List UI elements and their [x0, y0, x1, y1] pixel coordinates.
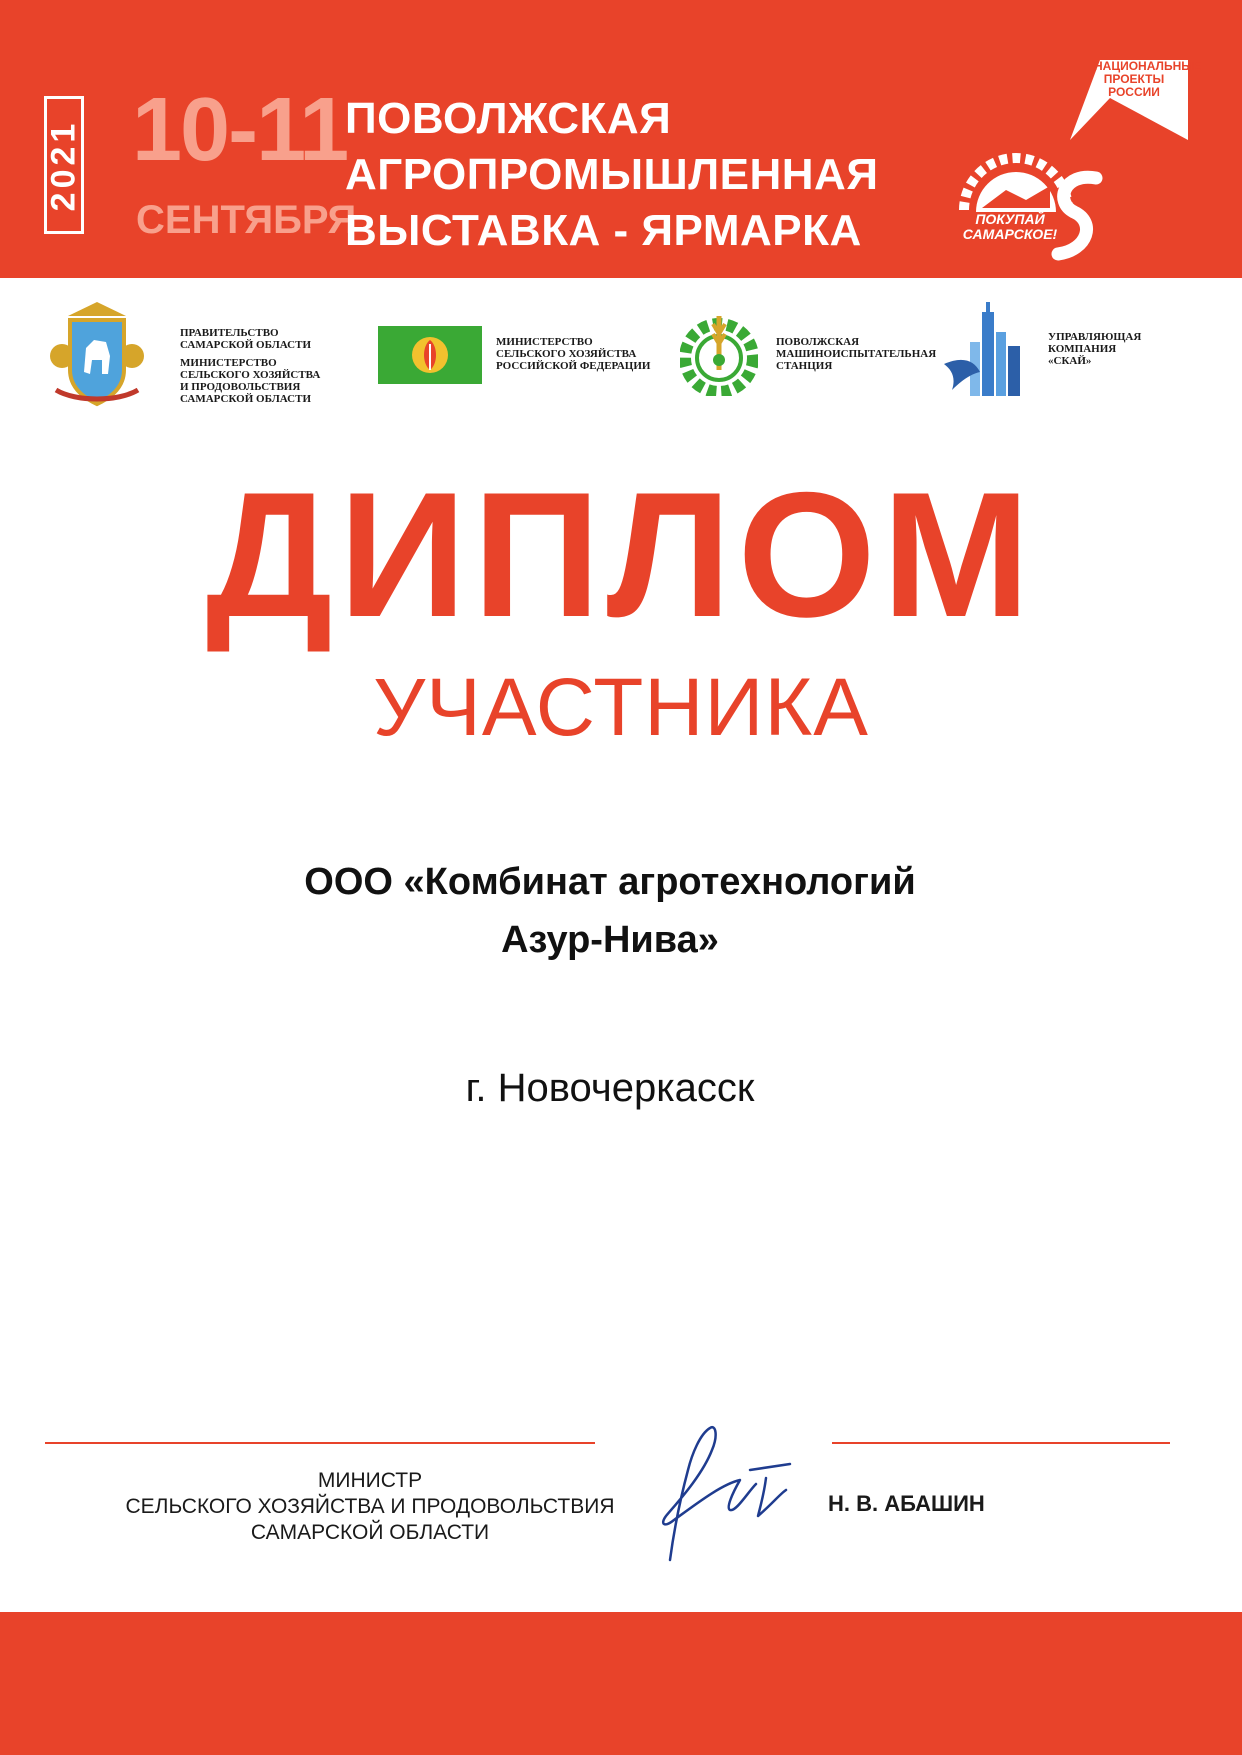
- event-title-line-3: ВЫСТАВКА - ЯРМАРКА: [345, 206, 862, 255]
- event-title-line-2: АГРОПРОМЫШЛЕННАЯ: [345, 150, 879, 199]
- event-title-line-1: ПОВОЛЖСКАЯ: [345, 94, 672, 143]
- gear-wheat-logo-icon: [680, 312, 758, 396]
- partner-sky-company-text: УПРАВЛЯЮЩАЯ КОМПАНИЯ «СКАЙ»: [1048, 331, 1142, 367]
- samara-coat-of-arms-icon: [48, 300, 146, 408]
- diploma-title: ДИПЛОМ: [205, 455, 1037, 654]
- pokupay-samarskoe-logo-icon: [946, 150, 1116, 265]
- event-dates: 10-11: [132, 80, 348, 180]
- ministry-agriculture-logo-icon: [378, 326, 482, 384]
- handwritten-signature-icon: [640, 1420, 800, 1570]
- organization-city: г. Новочеркасск: [465, 1066, 755, 1110]
- signer-position-line-1: МИНИСТР: [317, 1469, 423, 1492]
- header-band: [0, 0, 1242, 278]
- partner-samara-government-text: ПРАВИТЕЛЬСТВО САМАРСКОЙ ОБЛАСТИ МИНИСТЕРСТВО СЕЛЬСКОГО ХОЗЯЙСТВА И ПРОДОВОЛЬСТВИЯ САМАРСКОЙ ОБЛАСТИ: [180, 327, 321, 405]
- diploma-subtitle: УЧАСТНИКА: [373, 662, 869, 753]
- pokupay-label: ПОКУПАЙ САМАРСКОЕ!: [962, 211, 1058, 242]
- signature-line-left: [45, 1442, 595, 1444]
- organization-name-line-2: Азур-Нива»: [501, 919, 719, 961]
- signer-name: Н. В. АБАШИН: [828, 1491, 985, 1516]
- year-box: [44, 96, 84, 234]
- event-year: 2021: [44, 119, 83, 211]
- signer-position-line-3: САМАРСКОЙ ОБЛАСТИ: [250, 1521, 490, 1544]
- signer-position-line-2: СЕЛЬСКОГО ХОЗЯЙСТВА И ПРОДОВОЛЬСТВИЯ: [125, 1495, 615, 1518]
- event-month: СЕНТЯБРЯ: [136, 198, 357, 242]
- partner-testing-station-text: ПОВОЛЖСКАЯ МАШИНОИСПЫТАТЕЛЬНАЯ СТАНЦИЯ: [776, 336, 937, 372]
- national-projects-label: НАЦИОНАЛЬНЫЕ ПРОЕКТЫ РОССИИ: [1094, 59, 1201, 99]
- organization-name-line-1: ООО «Комбинат агротехнологий: [304, 861, 916, 903]
- signature-line-right: [832, 1442, 1170, 1444]
- skyscraper-bird-logo-icon: [942, 302, 1032, 400]
- footer-band: [0, 1612, 1242, 1755]
- partner-ministry-rf-text: МИНИСТЕРСТВО СЕЛЬСКОГО ХОЗЯЙСТВА РОССИЙСКОЙ ФЕДЕРАЦИИ: [496, 336, 651, 372]
